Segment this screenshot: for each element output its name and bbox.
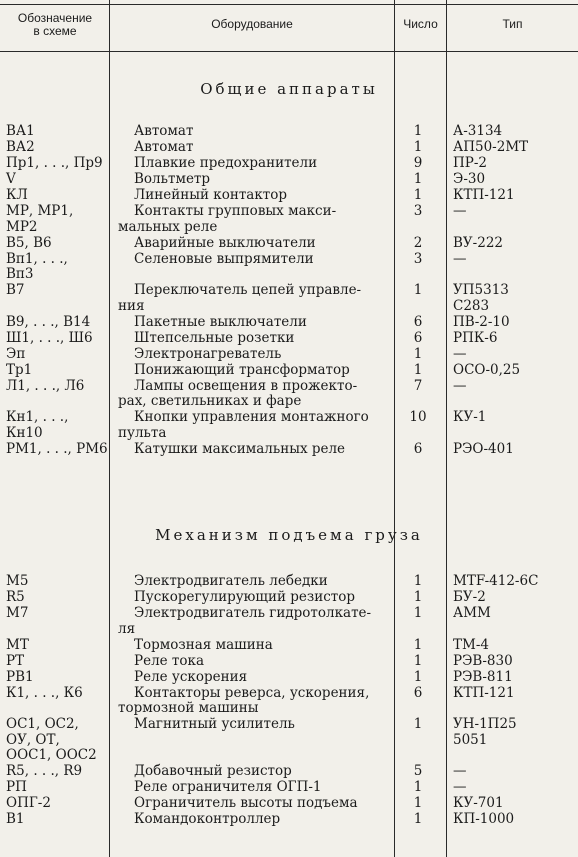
count-cell: 1: [413, 282, 423, 298]
designation-cell: ОПГ-2: [6, 795, 51, 811]
header-count: Число: [403, 17, 438, 31]
count-cell: 3: [413, 203, 423, 219]
equipment-cell: Пускорегулирующий резистор: [134, 589, 356, 605]
count-cell: 1: [413, 139, 423, 155]
equipment-cell: Реле ускорения: [134, 668, 248, 685]
count-cell: 1: [413, 716, 423, 732]
type-cell: —: [453, 345, 467, 362]
count-cell: 2: [413, 234, 423, 251]
section-title: Механизм подъема груза: [155, 526, 423, 544]
count-cell: 1: [413, 652, 423, 669]
table-row: [0, 156, 578, 172]
count-cell: 1: [413, 779, 423, 795]
table-row: [0, 315, 578, 331]
table-row: [0, 670, 578, 686]
type-cell: ПВ-2-10: [453, 313, 510, 330]
designation-cell: Л1, . . ., Л6: [6, 377, 85, 394]
type-cell: АП50-2МТ: [453, 139, 529, 155]
designation-cell: Кн1, . . ., Кн10: [6, 409, 69, 441]
count-cell: 1: [413, 795, 423, 811]
count-cell: 1: [413, 811, 423, 827]
equipment-cell: Кнопки управления монтажного пульта: [118, 409, 369, 441]
designation-cell: В7: [6, 282, 25, 298]
designation-cell: МР, МР1, МР2: [6, 203, 74, 235]
count-cell: 1: [413, 171, 423, 187]
table-row: [0, 252, 578, 284]
equipment-cell: Плавкие предохранители: [134, 155, 318, 171]
designation-cell: В5, В6: [6, 234, 52, 251]
count-cell: 1: [413, 123, 423, 139]
type-cell: АММ: [453, 605, 491, 621]
section-rows: [0, 124, 578, 458]
type-cell: ТМ-4: [453, 636, 489, 653]
type-cell: РЭВ-811: [453, 668, 513, 685]
equipment-cell: Штепсельные розетки: [134, 329, 295, 346]
table-row: [0, 574, 578, 590]
table-row: [0, 331, 578, 347]
type-cell: —: [453, 377, 467, 394]
type-cell: РПК-6: [453, 329, 498, 346]
count-cell: 1: [413, 345, 423, 362]
table-row: [0, 717, 578, 764]
type-cell: ПР-2: [453, 155, 488, 171]
designation-cell: Ш1, . . ., Ш6: [6, 329, 93, 346]
table-row: [0, 236, 578, 252]
type-cell: КП-1000: [453, 811, 515, 827]
header-bottom-rule: [0, 51, 578, 52]
count-cell: 6: [413, 313, 423, 330]
equipment-cell: Магнитный усилитель: [134, 716, 295, 732]
equipment-cell: Автомат: [134, 123, 194, 139]
equipment-cell: Линейный контактор: [134, 187, 288, 203]
designation-cell: ВА2: [6, 139, 35, 155]
count-cell: 1: [413, 361, 423, 378]
table-top-rule: [0, 4, 578, 5]
designation-cell: РВ1: [6, 668, 34, 685]
header-type: Тип: [502, 17, 523, 31]
count-cell: 1: [413, 605, 423, 621]
designation-cell: РМ1, . . ., РМ6: [6, 440, 108, 457]
equipment-cell: Автомат: [134, 139, 194, 155]
equipment-cell: Селеновые выпрямители: [134, 250, 314, 267]
equipment-cell: Контакторы реверса, ускорения, тормозной машины: [118, 684, 370, 716]
type-cell: УП5313 С283: [453, 282, 509, 314]
type-cell: КУ-701: [453, 795, 504, 811]
table-row: [0, 283, 578, 315]
equipment-cell: Реле тока: [134, 652, 205, 669]
count-cell: 1: [413, 573, 423, 589]
designation-cell: R5, . . ., R9: [6, 763, 83, 779]
equipment-cell: Командоконтроллер: [134, 811, 281, 827]
table-row: [0, 347, 578, 363]
type-cell: КТП-121: [453, 684, 515, 701]
designation-cell: В9, . . ., В14: [6, 313, 91, 330]
type-cell: Э-30: [453, 171, 486, 187]
designation-cell: К1, . . ., К6: [6, 684, 83, 701]
table-row: [0, 764, 578, 780]
type-cell: КТП-121: [453, 187, 515, 203]
table-row: [0, 686, 578, 718]
type-cell: КУ-1: [453, 409, 487, 425]
equipment-cell: Контакты групповых макси- мальных реле: [118, 203, 337, 235]
equipment-cell: Добавочный резистор: [134, 763, 292, 779]
count-cell: 1: [413, 187, 423, 203]
designation-cell: ВА1: [6, 123, 35, 139]
count-cell: 6: [413, 329, 423, 346]
designation-cell: КЛ: [6, 187, 28, 203]
count-cell: 3: [413, 250, 423, 267]
type-cell: РЭО-401: [453, 440, 514, 457]
count-cell: 9: [413, 155, 423, 171]
type-cell: БУ-2: [453, 589, 486, 605]
table-row: [0, 606, 578, 638]
table-row: [0, 654, 578, 670]
count-cell: 1: [413, 636, 423, 653]
designation-cell: Эп: [6, 345, 26, 362]
table-row: [0, 188, 578, 204]
designation-cell: В1: [6, 811, 25, 827]
equipment-cell: Электродвигатель лебедки: [134, 573, 328, 589]
table-row: [0, 638, 578, 654]
equipment-cell: Вольтметр: [134, 171, 211, 187]
table-row: [0, 780, 578, 796]
designation-cell: Пр1, . . ., Пр9: [6, 155, 103, 171]
type-cell: А-3134: [453, 123, 503, 139]
table-row: [0, 796, 578, 812]
designation-cell: V: [6, 171, 16, 187]
designation-cell: ОС1, ОС2, ОУ, ОТ, ООС1, ООС2: [6, 716, 97, 763]
count-cell: 7: [413, 377, 423, 394]
type-cell: ВУ-222: [453, 234, 504, 251]
equipment-cell: Катушки максимальных реле: [134, 440, 346, 457]
designation-cell: Тр1: [6, 361, 33, 378]
type-cell: ОСО-0,25: [453, 361, 521, 378]
section-title: Общие аппараты: [200, 80, 378, 98]
designation-cell: Вп1, . . ., Вп3: [6, 250, 68, 282]
table-row: [0, 442, 578, 458]
header-designation: Обозначение в схеме: [17, 11, 93, 38]
equipment-cell: Переключатель цепей управле- ния: [118, 282, 362, 314]
type-cell: УН-1П25 5051: [453, 716, 517, 748]
count-cell: 1: [413, 589, 423, 605]
equipment-cell: Ограничитель высоты подъема: [134, 795, 358, 811]
type-cell: —: [453, 250, 467, 267]
equipment-cell: Понижающий трансформатор: [134, 361, 350, 378]
table-row: [0, 204, 578, 236]
equipment-cell: Электродвигатель гидротолкате- ля: [118, 605, 372, 637]
equipment-cell: Электронагреватель: [134, 345, 282, 362]
type-cell: MTF-412-6C: [453, 573, 539, 589]
header-equipment: Оборудование: [211, 17, 293, 31]
equipment-cell: Аварийные выключатели: [134, 234, 316, 251]
designation-cell: М5: [6, 573, 29, 589]
equipment-cell: Лампы освещения в прожекто- рах, светильниках и фаре: [118, 377, 358, 409]
equipment-cell: Тормозная машина: [134, 636, 273, 653]
table-row: [0, 172, 578, 188]
section-rows: [0, 574, 578, 828]
designation-cell: РТ: [6, 652, 25, 669]
designation-cell: МТ: [6, 636, 29, 653]
type-cell: —: [453, 763, 467, 779]
table-row: [0, 379, 578, 411]
table-row: [0, 124, 578, 140]
table-row: [0, 812, 578, 828]
count-cell: 6: [413, 684, 423, 701]
count-cell: 10: [409, 409, 427, 425]
designation-cell: РП: [6, 779, 27, 795]
designation-cell: R5: [6, 589, 25, 605]
type-cell: РЭВ-830: [453, 652, 513, 669]
type-cell: —: [453, 203, 467, 219]
table-row: [0, 590, 578, 606]
table-row: [0, 363, 578, 379]
type-cell: —: [453, 779, 467, 795]
table-row: [0, 140, 578, 156]
count-cell: 5: [413, 763, 423, 779]
equipment-cell: Реле ограничителя ОГП-1: [134, 779, 322, 795]
designation-cell: М7: [6, 605, 29, 621]
equipment-cell: Пакетные выключатели: [134, 313, 307, 330]
count-cell: 6: [413, 440, 423, 457]
table-row: [0, 410, 578, 442]
count-cell: 1: [413, 668, 423, 685]
